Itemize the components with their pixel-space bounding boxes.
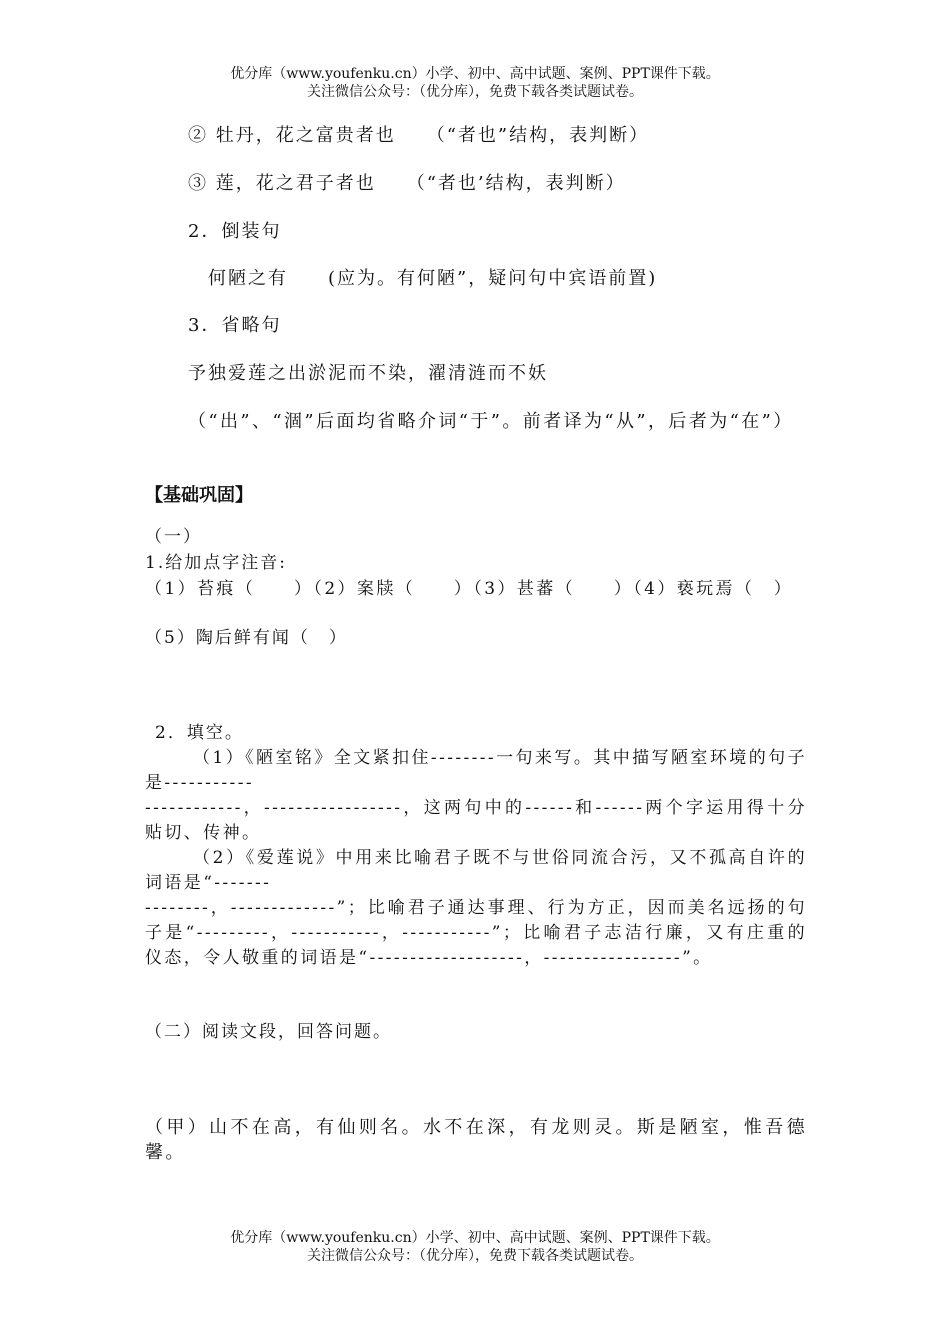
- item-2-peony: ② 牡丹，花之富贵者也 （“者也”结构，表判断）: [188, 125, 650, 146]
- section-3-note: （“出”、“涸”后面均省略介词“于”。前者译为“从”，后者为“在”）: [188, 411, 794, 432]
- passage-jia: （甲）山不在高，有仙则名。水不在深，有龙则灵。斯是陋室，惟吾德馨。: [145, 1117, 807, 1163]
- footer-line-1: 优分库（www.youfenku.cn）小学、初中、高中试题、案例、PPT课件下载。: [230, 1230, 720, 1246]
- question-1-line-1: （1）苔痕（ ）（2）案牍（ ）（3）甚蕃（ ）（4）亵玩焉（ ）: [145, 579, 794, 599]
- question-2-part-2-continued: --------，-------------”；比喻君子通达事理、行为方正，因而美名远扬的句子是“---------，-----------，-----------”；比喻君子志洁行廉，又有庄重的仪态，令人敬重的词语是“-------------------，-----------------”。: [145, 898, 807, 968]
- part-2-label: （二）阅读文段，回答问题。: [145, 1022, 392, 1042]
- section-2-text: 何陋之有 (应为。有何陋”，疑问句中宾语前置): [208, 268, 658, 289]
- section-2-title: 2．倒装句: [188, 221, 282, 242]
- section-3-example: 予独爱莲之出淤泥而不染，濯清涟而不妖: [188, 363, 548, 384]
- question-2-title: 2．填空。: [155, 723, 244, 743]
- question-1-title: 1.给加点字注音:: [145, 553, 287, 573]
- basics-heading: 【基础巩固】: [145, 485, 253, 506]
- question-2-part-2: （2）《爱莲说》中用来比喻君子既不与世俗同流合污，又不孤高自许的词语是“-------: [145, 848, 807, 893]
- header-line-1: 优分库（www.youfenku.cn）小学、初中、高中试题、案例、PPT课件下载。: [230, 66, 720, 82]
- footer-line-2: 关注微信公众号：（优分库），免费下载各类试题试卷。: [307, 1248, 643, 1264]
- section-3-title: 3．省略句: [188, 315, 282, 336]
- header-line-2: 关注微信公众号：（优分库），免费下载各类试题试卷。: [307, 84, 643, 100]
- question-2-part-1-continued: ------------，-----------------，这两句中的------和------两个字运用得十分贴切、传神。: [145, 798, 807, 843]
- page-footer: [0, 1229, 950, 1265]
- page-header: [0, 65, 950, 101]
- item-3-lotus: ③ 莲，花之君子者也 （“者也’结构，表判断）: [188, 173, 626, 194]
- part-1-label: （一）: [145, 527, 202, 547]
- question-1-line-2: （5）陶后鲜有闻（ ）: [145, 628, 348, 648]
- question-2-part-1: （1）《陋室铭》全文紧扣住--------一句来写。其中描写陋室环境的句子是-----------: [145, 748, 807, 793]
